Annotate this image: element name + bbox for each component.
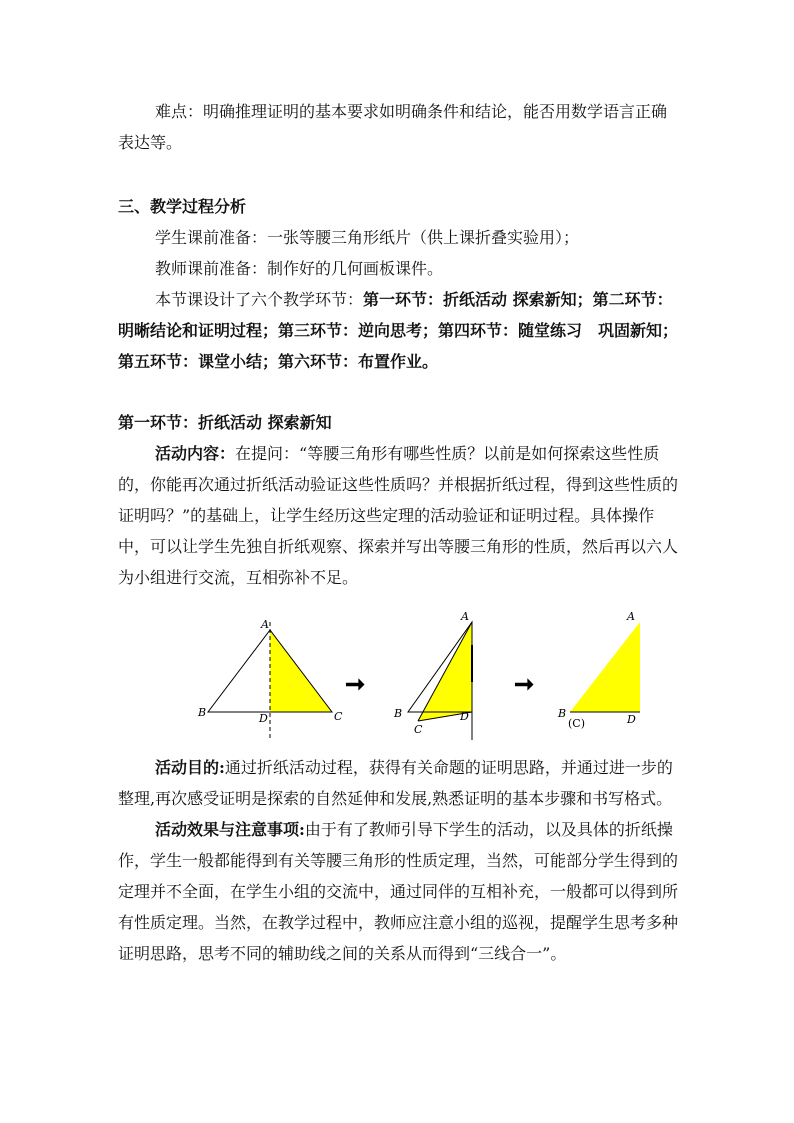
fig3-yellow-half	[570, 622, 640, 712]
arrow-right-icon: ➞	[345, 669, 366, 698]
student-prep-text: 学生课前准备：一张等腰三角形纸片（供上课折叠实验用）；	[155, 228, 580, 247]
fig3-label-d: D	[627, 713, 636, 726]
fig2-label-c: C	[414, 723, 423, 736]
fig1-label-c: C	[334, 710, 343, 723]
design-intro: 本节课设计了六个教学环节：	[155, 290, 364, 309]
triangle-figure-2	[393, 610, 472, 740]
fig2-label-d: D	[460, 710, 469, 723]
activity-effect-text: 由于有了教师引导下学生的活动，以及具体的折纸操作，学生一般都能得到有关等腰三角形的性质定理，当然，可能部分学生得到的定理并不全面，在学生小组的交流中，通过同伴的互相补充，一般都可以得到所有性质定理。当然，在教学过程中，教师应注意小组的巡视，提醒学生思考多种证明思路，思考不同的辅助线之间的关系从而得到“三线合一”。	[118, 820, 679, 963]
design-steps: 第一环节：折纸活动 探索新知；第二环节：明晰结论和证明过程；第三环节：逆向思考；第四环节：随堂练习 巩固新知；第五环节：课堂小结；第六环节：布置作业。	[118, 290, 679, 371]
step1-heading: 第一环节：折纸活动 探索新知	[118, 413, 332, 432]
fig3-label-c: (C)	[568, 717, 585, 730]
activity-effect-label: 活动效果与注意事项:	[155, 820, 305, 839]
activity-purpose-paragraph	[118, 752, 678, 814]
activity-effect-paragraph	[118, 814, 678, 969]
section-heading: 三、教学过程分析	[118, 197, 247, 216]
triangle-figure-1	[197, 618, 343, 740]
activity-content-text: 在提问：“等腰三角形有哪些性质？以前是如何探索这些性质的，你能再次通过折纸活动验证这些性质吗？并根据折纸过程，得到这些性质的证明吗？”的基础上，让学生经历这些定理的活动验证和证明过程。具体操作中，可以让学生先独自折纸观察、探索并写出等腰三角形的性质，然后再以六人为小组进行交流，互相弥补不足。	[118, 444, 679, 587]
fig3-label-b: B	[558, 707, 567, 720]
activity-purpose-label: 活动目的:	[155, 758, 225, 777]
fig1-label-b: B	[198, 706, 207, 719]
teacher-prep-text: 教师课前准备：制作好的几何画板课件。	[155, 259, 444, 278]
triangle-figure-3	[557, 610, 640, 730]
activity-content-label: 活动内容：	[155, 444, 236, 463]
fig2-label-b: B	[394, 707, 403, 720]
fig2-label-a: A	[461, 610, 469, 623]
fig1-label-d: D	[259, 712, 268, 725]
fig3-label-a: A	[627, 610, 635, 623]
fig1-label-a: A	[261, 618, 269, 631]
difficulty-paragraph: 难点：明确推理证明的基本要求如明确条件和结论，能否用数学语言正确表达等。	[118, 102, 668, 152]
activity-purpose-text: 通过折纸活动过程，获得有关命题的证明思路，并通过进一步的整理,再次感受证明是探索的自然延伸和发展,熟悉证明的基本步骤和书写格式。	[118, 758, 673, 808]
arrow-right-icon: ➞	[514, 669, 535, 698]
